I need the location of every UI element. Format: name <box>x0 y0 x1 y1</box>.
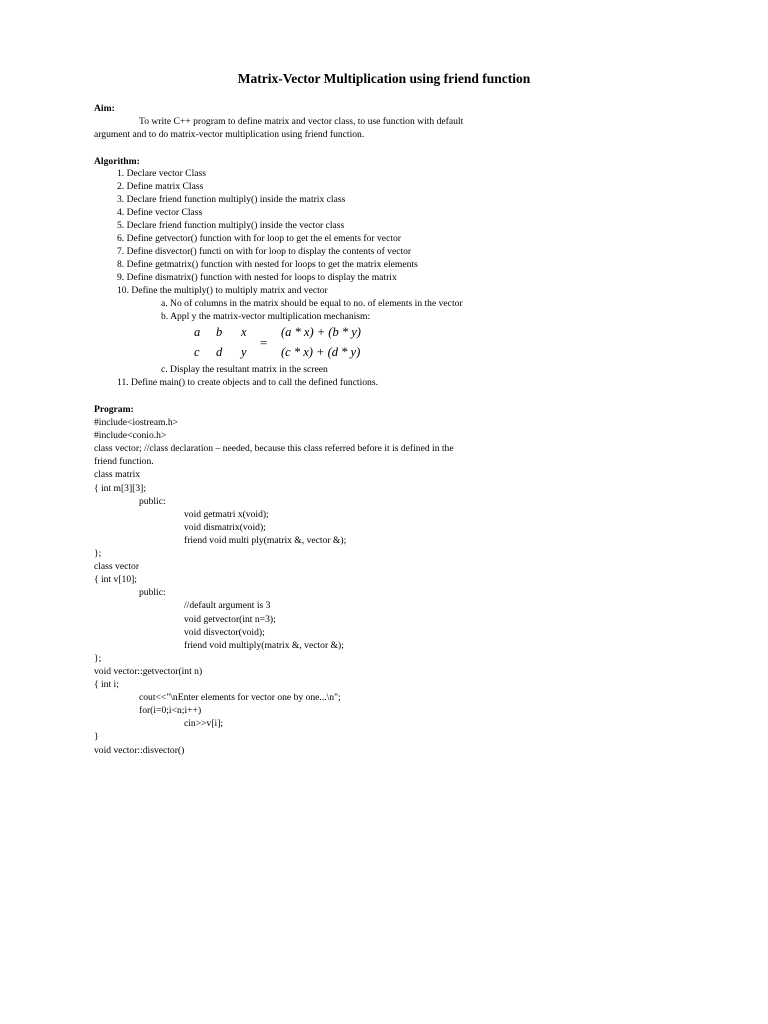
formula-c: c <box>194 345 200 359</box>
code-line: //default argument is 3 <box>184 600 271 612</box>
code-line: cin>>v[i]; <box>184 718 224 730</box>
formula-result-1: (a * x) + (b * y) <box>281 325 361 339</box>
algorithm-step: 5. Declare friend function multiply() inside the vector class <box>117 220 345 231</box>
aim-heading: Aim: <box>94 103 115 114</box>
code-line: class vector <box>94 561 140 573</box>
code-line: void dismatrix(void); <box>184 521 266 533</box>
code-line: friend void multiply(matrix &, vector &); <box>184 639 344 651</box>
algorithm-heading: Algorithm: <box>94 156 140 167</box>
code-line: { int v[10]; <box>94 574 137 586</box>
code-line: { int i; <box>94 679 119 690</box>
code-line: public: <box>139 587 166 599</box>
code-line: } <box>94 731 99 743</box>
code-line: void getvector(int n=3); <box>184 613 276 625</box>
formula-equals: = <box>260 335 268 350</box>
code-line: class matrix <box>94 469 141 481</box>
code-line: public: <box>139 495 166 507</box>
program-heading: Program: <box>94 404 134 415</box>
sub-step-a: a. No of columns in the matrix should be equal to no. of elements in the vector <box>161 298 463 309</box>
algorithm-step: 10. Define the multiply() to multiply matrix and vector <box>117 285 328 296</box>
code-line: void vector::getvector(int n) <box>94 665 203 677</box>
formula-result-2: (c * x) + (d * y) <box>281 345 361 359</box>
code-line: void vector::disvector() <box>94 744 185 756</box>
code-line: class vector; //class declaration – needed, because this class referred before it is defined in the <box>94 443 454 455</box>
sub-step-c: c. Display the resultant matrix in the screen <box>161 364 328 375</box>
code-line: }; <box>94 652 102 664</box>
algorithm-step: 2. Define matrix Class <box>117 181 204 192</box>
algorithm-step: 4. Define vector Class <box>117 207 203 218</box>
code-line: friend void multi ply(matrix &, vector &); <box>184 534 347 546</box>
algorithm-step: 9. Define dismatrix() function with nested for loops to display the matrix <box>117 272 397 283</box>
page-title: Matrix-Vector Multiplication using friend function <box>237 71 531 86</box>
algorithm-step: 3. Declare friend function multiply() inside the matrix class <box>117 194 346 205</box>
code-line: cout<<"\nEnter elements for vector one by one...\n"; <box>139 692 341 704</box>
code-line: { int m[3][3]; <box>94 482 147 494</box>
formula-x: x <box>241 325 247 339</box>
algorithm-step: 7. Define disvector() functi on with for loop to display the contents of vector <box>117 246 412 257</box>
code-line: void disvector(void); <box>184 626 265 638</box>
formula-y: y <box>241 345 247 359</box>
code-line: #include<iostream.h> <box>94 417 179 428</box>
code-line: #include<conio.h> <box>94 430 167 442</box>
code-line: friend function. <box>94 456 154 468</box>
algorithm-step-11: 11. Define main() to create objects and to call the defined functions. <box>117 377 378 388</box>
code-line: }; <box>94 548 102 559</box>
code-line: for(i=0;i<n;i++) <box>139 705 202 717</box>
algorithm-step: 1. Declare vector Class <box>117 168 206 179</box>
aim-line-2: argument and to do matrix-vector multiplication using friend function. <box>94 129 365 140</box>
code-line: void getmatri x(void); <box>184 508 269 520</box>
aim-line-1: To write C++ program to define matrix and vector class, to use function with default <box>139 116 464 127</box>
sub-step-b: b. Appl y the matrix-vector multiplication mechanism: <box>161 311 371 322</box>
algorithm-step: 8. Define getmatrix() function with nested for loops to get the matrix elements <box>117 259 418 270</box>
formula-b: b <box>216 325 223 339</box>
formula-d: d <box>216 345 223 359</box>
algorithm-step: 6. Define getvector() function with for loop to get the el ements for vector <box>117 233 401 244</box>
formula-a: a <box>194 325 201 339</box>
